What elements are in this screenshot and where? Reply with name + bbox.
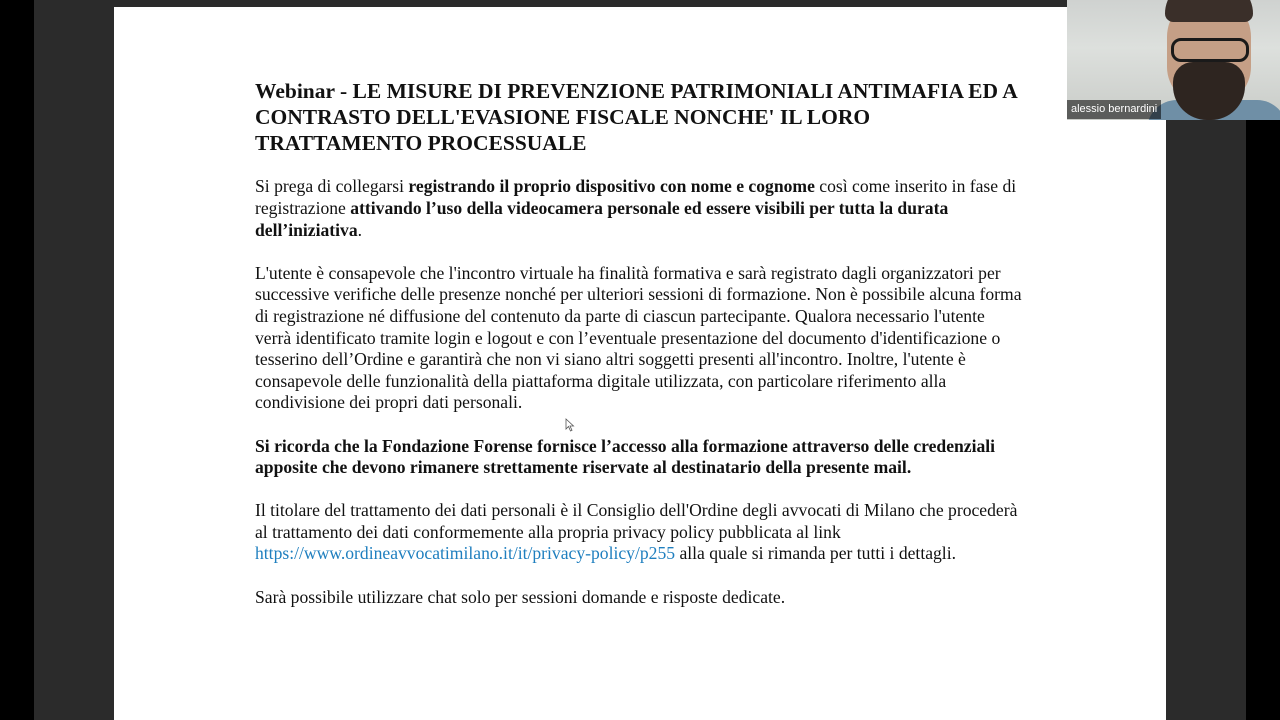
bold-text: attivando l’uso della videocamera personale ed essere visibili per tutta la durata dell’iniziativa [255,197,949,240]
paragraph-chat-rules: Sarà possibile utilizzare chat solo per sessioni domande e risposte dedicate. [255,586,786,607]
paragraph-connection-instructions [255,176,1025,241]
document-content [255,79,1025,630]
participant-name-tag: alessio bernardini [1067,100,1161,119]
text: Si prega di collegarsi [255,176,409,197]
text: Il titolare del trattamento dei dati personali è il Consiglio dell'Ordine degli avvocati di Milano che procederà al trattamento dei dati conformemente alla propria privacy policy pubblicata al link [255,500,1018,542]
participant-video-hair [1165,0,1253,22]
text: alla quale si rimanda per tutti i dettagli. [675,543,956,564]
bold-text: registrando il proprio dispositivo con nome e cognome [408,176,815,197]
participant-video-tile[interactable] [1067,0,1280,120]
screen-frame-top [34,0,1246,7]
text: così come inserito in fase di registrazione [255,176,1017,218]
mouse-cursor-icon [565,418,575,432]
paragraph-privacy [255,500,1025,565]
screen-frame-left [34,0,114,720]
privacy-policy-link[interactable]: https://www.ordineavvocatimilano.it/it/privacy-policy/p255 [255,543,676,564]
shared-document [114,7,1166,720]
text: . [357,219,363,240]
participant-video-glasses [1171,38,1249,62]
paragraph-credentials-notice: Si ricorda che la Fondazione Forense fornisce l’accesso alla formazione attraverso delle credenziali apposite che devono rimanere strettamente riservate al destinatario della presente mail. [255,435,996,478]
paragraph-user-awareness: L'utente è consapevole che l'incontro virtuale ha finalità formativa e sarà registrato dagli organizzatori per successive verifiche delle presenze nonché per ulteriori sessioni di formazione. Non è possibile alcuna forma di registrazione né diffusione del contenuto da parte di ciascun partecipante. Qualora necessario l'utente verrà identificato tramite login e logout e con l’eventuale presentazione del documento d'identificazione o tesserino dell’Ordine e garantirà che non vi siano altri soggetti presenti all'incontro. Inoltre, l'utente è consapevole delle funzionalità della piattaforma digitale utilizzata, con particolare riferimento alla condivisione dei propri dati personali. [255,262,1022,413]
document-title: Webinar - LE MISURE DI PREVENZIONE PATRIMONIALI ANTIMAFIA ED A CONTRASTO DELL'EVASIONE FISCALE NONCHE' IL LORO TRATTAMENTO PROCESSUALE [255,79,1017,155]
